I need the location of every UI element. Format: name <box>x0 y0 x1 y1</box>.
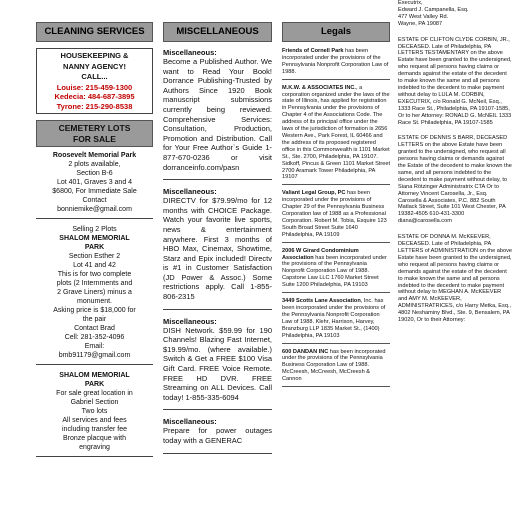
miscellaneous-ad-body: Become a Published Author. We want to Read Your Book! Dorrance Publishing-Trusted by Authors Since 1920 Book manuscript submissions currently being reviewed. Comprehensive Services: Consultation, Production, Promotion and Distribution. Call for Your Free Author`s Guide 1-877-670-0236 or visit dorranceinfo.com/pasn <box>163 57 272 172</box>
miscellaneous-ad-body: DISH Network. $59.99 for 190 Channels! Blazing Fast Internet, $19.99/mo. (where available.) Switch & Get a FREE $100 Visa Gift Card. FREE Voice Remote. FREE HD DVR. FREE Streaming on ALL Devices. Call today! 1-855-335-6094 <box>163 325 272 402</box>
estate-notice: ESTATE OF CLIFTON CLYDE CORBIN, JR., DECEASED. Late of Philadelphia, PA LETTERS TESTAMENTARY on the above Estate have been granted to the undersigned, who request all persons having claims or demands against the estate of the decedent to make known the same and all persons indebted to the decedent to make payment without delay to LULA M. CORBIN, EXECUTRIX, c/o Ronald G. McNeil, Esq., 1333 Race St., Philadelphia, PA 19107-1585, Or to her Attorney: RONALD G. McNEIL 1333 Race St. Philadelphia, PA 19107-1585 <box>398 36 512 126</box>
legal-notice <box>282 48 390 80</box>
estate-notice: ESTATE OF DONNA M. McKEEVER, DECEASED. Late of Philadelphia, PA LETTERS of ADMINISTRATION on the above Estate have been granted to the undersigned, who request all persons having claims or demands against the estate of the decedent to make known the same and all persons indebted to the decedent to make payment without delay to MEGHAN A. McKEEVER and AMY M. McKEEVER, ADMINISTRATRICES, c/o Harry Metka, Esq., 4802 Neshaminy Blvd., Ste. 9, Bensalem, PA 19020, Or to their Attorney: <box>398 234 512 324</box>
cemetery-ad-line: Lot 401, Graves 3 and 4 <box>56 179 133 186</box>
cemetery-ad <box>36 225 153 365</box>
cemetery-ad-line: monument. <box>76 298 113 305</box>
cemetery-ad-line: For sale great location in <box>56 390 133 397</box>
miscellaneous-column <box>163 22 272 512</box>
estate-top-line: Edward J. Campanella, Esq. <box>398 6 469 13</box>
estate-top-line: 477 West Valley Rd. <box>398 13 449 20</box>
cleaning-contact: Kedecia: 484-687-3895 <box>54 92 135 101</box>
estates-column <box>398 0 512 512</box>
cemetery-ad-line: the pair <box>82 316 107 323</box>
miscellaneous-ads <box>163 48 272 454</box>
cemetery-ad-line: All services and fees <box>62 417 127 424</box>
legal-notice-entity: M.K.W. & ASSOCIATES INC. <box>282 84 356 91</box>
miscellaneous-ad-heading: Miscellaneous: <box>163 48 217 57</box>
legal-notice <box>282 248 390 293</box>
cemetery-ad-line: 2 plots available, <box>68 161 121 168</box>
cleaning-cemetery-column <box>36 22 153 512</box>
miscellaneous-ad <box>163 187 272 310</box>
cemetery-ad-line: Two lots <box>81 408 108 415</box>
legal-notices <box>282 48 390 387</box>
cleaning-contact: Louise: 215-459-1300 <box>56 82 133 92</box>
legals-header: Legals <box>282 22 390 42</box>
cemetery-ad-line: Section B-6 <box>76 170 113 177</box>
cemetery-lots-header <box>36 120 153 147</box>
cemetery-ad-line: Section Esther 2 <box>68 253 121 260</box>
legal-notice-text: , Inc. has been incorporated under the provisions of the Pennsylvania Nonprofit Corporation Law of 1988. Klehr, Harrison, Harvey, Branzburg LLP 1835 Market St., (1400) Philadelphia, PA 19103 <box>282 298 386 339</box>
legal-notice-entity: 2006 W Girard Condominium Association <box>282 247 359 261</box>
estate-continuation <box>398 0 512 28</box>
cemetery-ad <box>36 151 153 219</box>
cemetery-header-line: FOR SALE <box>73 133 116 144</box>
cemetery-ad-line: Selling 2 Plots <box>72 226 117 233</box>
miscellaneous-ad <box>163 417 272 453</box>
legal-notice-text: has been incorporated under the provisions of the Pennsylvania Nonprofit Corporation Law of 1988. Capstone Law LLC 1760 Market Street Suite 1200 Philadelphia, PA 19103 <box>282 254 387 289</box>
miscellaneous-ad-heading: Miscellaneous: <box>163 417 217 427</box>
cemetery-ad-line: PARK <box>84 244 105 251</box>
estate-top-line: Wayne, PA 19087 <box>398 20 443 27</box>
legal-notice-entity: Valiant Legal Group, PC <box>282 190 346 197</box>
cleaning-ad-line: CALL... <box>81 72 108 81</box>
legal-notice-text: has been incorporated under the provisions of the Pennsylvania Nonprofit Corporation Law of 1988. <box>282 48 389 75</box>
miscellaneous-ad-heading: Miscellaneous: <box>163 316 217 326</box>
legal-notice-text: has been incorporated under the provisions of the Pennsylvania Business Corporation Law of 1988. McCreesh, McCreesh, McCreesh & Cannon <box>282 348 386 383</box>
legal-notice <box>282 85 390 186</box>
cemetery-ad-line: Contact Brad <box>74 325 115 332</box>
cemetery-ad-line: Gabriel Section <box>70 399 119 406</box>
cemetery-ad-line: Asking price is $18,000 for <box>53 307 136 314</box>
cleaning-ad-line: NANNY AGENCY! <box>63 61 126 71</box>
cleaning-ad <box>36 48 153 114</box>
cemetery-ad <box>36 371 153 457</box>
legals-column <box>282 22 390 512</box>
estate-notice: ESTATE OF DENNIS S BARR, DECEASED LETTERS on the above Estate have been granted to the undersigned, who request all persons having claims or demands against the Estate of the decedent to make known the same, and all persons indebted to the decedent to make payment without delay, to Siana Rötzinger Administratrix CTA Or to Attorney Vincent Carosella, Jr., Esq. Carosella & Associates, P.C. 882 South Matlack Street, Suite 101 West Chester, PA 19382-4505 610-431-3300 diana@carosella.com <box>398 135 512 225</box>
legal-notice-entity: 600 DANDAN INC <box>282 348 329 355</box>
cemetery-ad-line: engraving <box>79 444 110 451</box>
miscellaneous-ad-body: DIRECTV for $79.99/mo for 12 months with CHOICE Package. Watch your favorite live sports, news & entertainment anywhere. First 3 months of HBO Max, Cinemax, Showtime, Starz and Epix included! Directv is #1 in Customer Satisfaction (JD Power & Assoc.) Some restrictions apply. Call 1-855-806-2315 <box>163 196 272 302</box>
miscellaneous-ad <box>163 317 272 411</box>
legal-notice-text: , a corporation organized under the laws of the state of Illinois, has applied for registration in Pennsylvania under the provisions of Chapter 4 of the Associations Code. The address of its principal office under the laws of the jurisdiction of formation is 2656 Western Ave., Park Forest, IL 60466 and the address of its proposed registered office in this Commonwealth is 1101 Market St., Ste. 2700, Philadelphia, PA 19107. Sidkoff, Pincus & Green 1101 Market Street 2700 Aramark Tower Philadelphia, PA 19107 <box>282 84 390 181</box>
cemetery-ad-line: Email: <box>84 343 105 350</box>
cemetery-ad-line: $6800, For Immediate Sale <box>52 188 137 195</box>
cemetery-ad-line: plots (2 Internments and <box>56 280 133 287</box>
legal-notice-entity: 3449 Scotts Lane Association <box>282 298 361 305</box>
cemetery-ad-line: This is for two complete <box>57 271 132 278</box>
miscellaneous-header: MISCELLANEOUS <box>163 22 272 42</box>
cemetery-ad-line: SHALOM MEMORIAL <box>59 235 130 242</box>
cemetery-ads <box>36 151 153 457</box>
legal-notice-entity: Friends of Cornell Park <box>282 48 344 54</box>
cemetery-ad-line: Roosevelt Memorial Park <box>52 152 137 159</box>
cemetery-ad-line: Lot 41 and 42 <box>73 262 116 269</box>
miscellaneous-ad <box>163 48 272 180</box>
cemetery-ad-line: bonniemike@gmail.com <box>57 206 132 213</box>
estate-notices <box>398 37 512 324</box>
cleaning-ad-line: HOUSEKEEPING & <box>60 51 129 60</box>
cemetery-ad-line: Bronze placque with <box>62 435 127 442</box>
cleaning-services-header: CLEANING SERVICES <box>36 22 153 42</box>
legal-notice <box>282 298 390 343</box>
legal-notice-text: has been incorporated under the provisions of Chapter 29 of the Pennsylvania Business Corporation law of 1988 as a Professional Corporation. Robert M. Tobia, Esquire 123 South Broad Street Suite 1640 Philadelphia, PA 19109 <box>282 190 387 238</box>
cemetery-header-line: CEMETERY LOTS <box>58 123 131 133</box>
legal-notice <box>282 190 390 242</box>
cleaning-contact: Tyrone: 215-290-8538 <box>56 101 133 111</box>
cemetery-ad-line: Contact <box>82 197 107 204</box>
legal-notice <box>282 349 390 388</box>
cemetery-ad-line: SHALOM MEMORIAL <box>59 372 130 379</box>
miscellaneous-ad-heading: Miscellaneous: <box>163 187 217 197</box>
estate-top-line: Executrix, <box>398 0 423 6</box>
cemetery-ad-line: bmb91179@gmail.com <box>58 352 131 359</box>
cemetery-ad-line: Cell: 281-352-4096 <box>64 334 125 341</box>
miscellaneous-ad-body: Prepare for power outages today with a GENERAC <box>163 426 272 445</box>
cemetery-ad-line: PARK <box>84 381 105 388</box>
cemetery-ad-line: including transfer fee <box>62 426 127 433</box>
cemetery-ad-line: 2 Grave Liners) minus a <box>57 289 132 296</box>
